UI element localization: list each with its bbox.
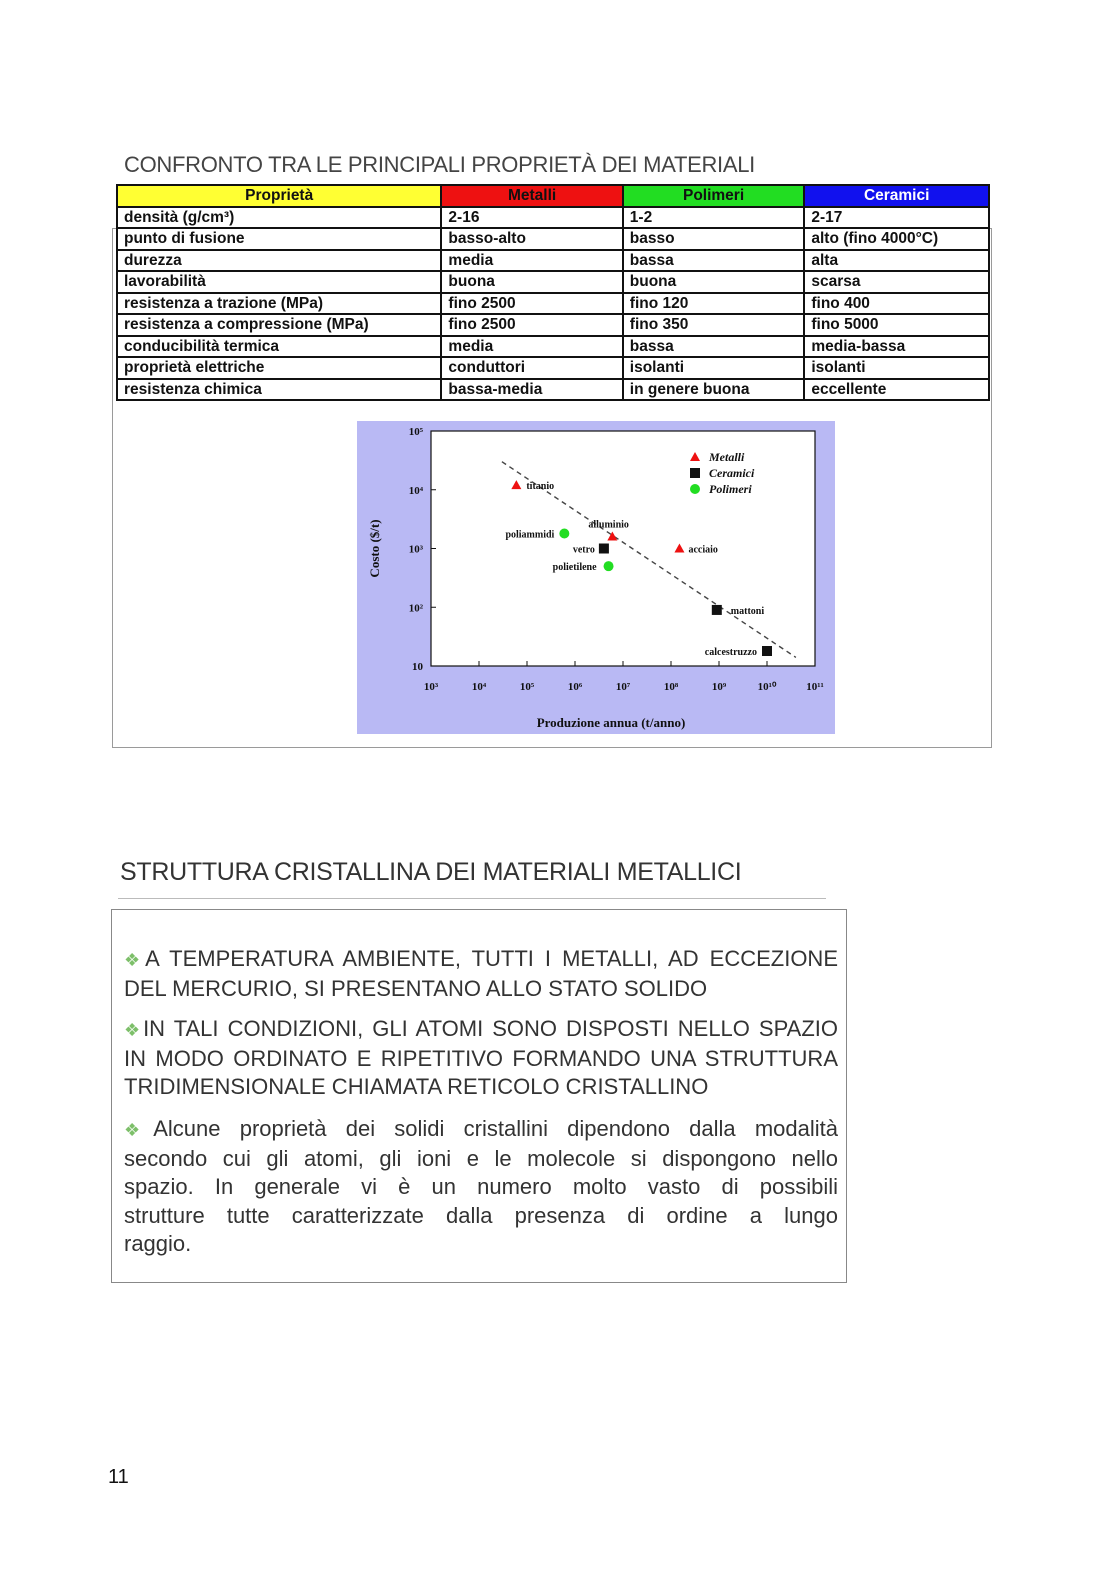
metalli-value: fino 2500 bbox=[441, 293, 622, 315]
bullet-text: strutture tutte caratterizzate dalla presenza di ordine a lungo bbox=[124, 1202, 838, 1228]
point-label: poliammidi bbox=[505, 529, 555, 541]
x-tick-label: 10⁹ bbox=[711, 681, 727, 693]
table-row bbox=[117, 228, 989, 250]
ceramici-value: fino 400 bbox=[804, 293, 989, 315]
plot-area bbox=[431, 431, 815, 666]
bullet-line bbox=[124, 1045, 838, 1074]
bullet-line bbox=[124, 1015, 838, 1045]
ceramici-value: fino 5000 bbox=[804, 314, 989, 336]
property-name: densità (g/cm³) bbox=[117, 207, 441, 229]
metalli-value: fino 2500 bbox=[441, 314, 622, 336]
bullet-item bbox=[124, 945, 838, 1003]
header-ceramici: Ceramici bbox=[804, 185, 989, 207]
slide-title-comparison: CONFRONTO TRA LE PRINCIPALI PROPRIETÀ DEI MATERIALI bbox=[124, 152, 755, 177]
polimeri-value: fino 120 bbox=[623, 293, 805, 315]
y-tick-label: 10 bbox=[412, 661, 423, 673]
table-row bbox=[117, 357, 989, 379]
x-tick-label: 10⁷ bbox=[615, 681, 631, 693]
legend-label: Polimeri bbox=[709, 482, 752, 496]
header-polimeri: Polimeri bbox=[623, 185, 805, 207]
y-axis-label: Costo ($/t) bbox=[367, 519, 382, 578]
bullet-line bbox=[124, 1230, 838, 1259]
x-tick-label: 10¹¹ bbox=[806, 681, 824, 693]
slide-title-crystal-structure: STRUTTURA CRISTALLINA DEI MATERIALI METALLICI bbox=[120, 858, 742, 886]
ceramici-value: alto (fino 4000°C) bbox=[804, 228, 989, 250]
legend-label: Ceramici bbox=[709, 466, 755, 480]
data-point-mattoni bbox=[712, 605, 722, 615]
polimeri-value: fino 350 bbox=[623, 314, 805, 336]
y-tick-label: 10² bbox=[408, 602, 423, 615]
chart-svg bbox=[357, 421, 835, 734]
bullet-line bbox=[124, 1145, 838, 1174]
properties-table bbox=[116, 184, 990, 401]
table-row bbox=[117, 379, 989, 401]
x-tick-label: 10⁴ bbox=[471, 681, 487, 693]
metalli-value: bassa-media bbox=[441, 379, 622, 401]
polimeri-value: isolanti bbox=[623, 357, 805, 379]
property-name: resistenza a trazione (MPa) bbox=[117, 293, 441, 315]
y-tick-label: 10³ bbox=[408, 543, 423, 556]
metalli-value: basso-alto bbox=[441, 228, 622, 250]
bullet-diamond-icon: ❖ bbox=[124, 1020, 144, 1040]
x-tick-label: 10³ bbox=[423, 681, 439, 693]
bullet-text: Alcune proprietà dei solidi cristallini dipendono dalla modalità bbox=[153, 1116, 838, 1141]
bullet-line bbox=[124, 1173, 838, 1202]
metalli-value: 2-16 bbox=[441, 207, 622, 229]
data-point-calcestruzzo bbox=[762, 646, 772, 656]
bullet-diamond-icon: ❖ bbox=[124, 950, 146, 970]
x-axis-label: Produzione annua (t/anno) bbox=[536, 715, 686, 730]
bullet-line bbox=[124, 975, 838, 1004]
metalli-value: conduttori bbox=[441, 357, 622, 379]
ceramici-value: isolanti bbox=[804, 357, 989, 379]
title-divider bbox=[118, 898, 826, 899]
point-label: titanio bbox=[526, 481, 555, 493]
property-name: resistenza a compressione (MPa) bbox=[117, 314, 441, 336]
bullet-line bbox=[124, 1202, 838, 1231]
metalli-value: media bbox=[441, 250, 622, 272]
table-header-row bbox=[117, 185, 989, 207]
ceramici-value: media-bassa bbox=[804, 336, 989, 358]
point-label: alluminio bbox=[588, 519, 629, 531]
property-name: durezza bbox=[117, 250, 441, 272]
point-label: vetro bbox=[572, 544, 595, 556]
x-tick-label: 10⁶ bbox=[567, 681, 583, 693]
table-row bbox=[117, 314, 989, 336]
bullet-item bbox=[124, 1115, 838, 1259]
x-tick-label: 10¹⁰ bbox=[757, 681, 777, 693]
bullet-text: TRIDIMENSIONALE CHIAMATA RETICOLO CRISTALLINO bbox=[124, 1074, 709, 1100]
bullet-line bbox=[124, 945, 838, 975]
legend-marker-ceramici bbox=[690, 468, 700, 478]
polimeri-value: buona bbox=[623, 271, 805, 293]
x-tick-label: 10⁵ bbox=[519, 681, 535, 693]
metalli-value: buona bbox=[441, 271, 622, 293]
bullet-line bbox=[124, 1073, 838, 1102]
polimeri-value: bassa bbox=[623, 250, 805, 272]
polimeri-value: in genere buona bbox=[623, 379, 805, 401]
bullet-text: A TEMPERATURA AMBIENTE, TUTTI I METALLI, AD ECCEZIONE bbox=[145, 946, 838, 971]
table-row bbox=[117, 293, 989, 315]
property-name: resistenza chimica bbox=[117, 379, 441, 401]
header-metalli: Metalli bbox=[441, 185, 622, 207]
property-name: conducibilità termica bbox=[117, 336, 441, 358]
table-row bbox=[117, 207, 989, 229]
bullet-diamond-icon: ❖ bbox=[124, 1120, 154, 1140]
property-name: punto di fusione bbox=[117, 228, 441, 250]
legend-marker-polimeri bbox=[690, 484, 700, 494]
point-label: polietilene bbox=[552, 562, 597, 574]
polimeri-value: basso bbox=[623, 228, 805, 250]
polimeri-value: 1-2 bbox=[623, 207, 805, 229]
bullet-item bbox=[124, 1015, 838, 1102]
metalli-value: media bbox=[441, 336, 622, 358]
bullet-text: spazio. In generale vi è un numero molto vasto di possibili bbox=[124, 1174, 838, 1200]
cost-vs-production-chart bbox=[357, 421, 835, 734]
table-row bbox=[117, 271, 989, 293]
legend-label: Metalli bbox=[709, 450, 745, 464]
bullet-line bbox=[124, 1115, 838, 1145]
table-row bbox=[117, 250, 989, 272]
point-label: calcestruzzo bbox=[704, 647, 757, 659]
header-proprieta: Proprietà bbox=[117, 185, 441, 207]
y-tick-label: 10⁴ bbox=[408, 484, 423, 497]
ceramici-value: alta bbox=[804, 250, 989, 272]
bullet-text: raggio. bbox=[124, 1231, 192, 1257]
point-label: mattoni bbox=[730, 605, 765, 617]
y-tick-label: 10⁵ bbox=[408, 426, 423, 438]
bullet-text: secondo cui gli atomi, gli ioni e le molecole si dispongono nello bbox=[124, 1145, 838, 1171]
table-row bbox=[117, 336, 989, 358]
bullet-text: IN MODO ORDINATO E RIPETITIVO FORMANDO UNA STRUTTURA bbox=[124, 1045, 838, 1071]
property-name: proprietà elettriche bbox=[117, 357, 441, 379]
bullet-text: IN TALI CONDIZIONI, GLI ATOMI SONO DISPOSTI NELLO SPAZIO bbox=[143, 1016, 838, 1041]
x-tick-label: 10⁸ bbox=[663, 681, 679, 693]
data-point-vetro bbox=[599, 544, 609, 554]
page-number: 11 bbox=[108, 1466, 129, 1488]
data-point-poliammidi bbox=[559, 529, 569, 539]
property-name: lavorabilità bbox=[117, 271, 441, 293]
point-label: acciaio bbox=[688, 544, 718, 556]
ceramici-value: eccellente bbox=[804, 379, 989, 401]
data-point-polietilene bbox=[604, 561, 614, 571]
polimeri-value: bassa bbox=[623, 336, 805, 358]
ceramici-value: scarsa bbox=[804, 271, 989, 293]
bullet-text: DEL MERCURIO, SI PRESENTANO ALLO STATO SOLIDO bbox=[124, 975, 708, 1001]
ceramici-value: 2-17 bbox=[804, 207, 989, 229]
